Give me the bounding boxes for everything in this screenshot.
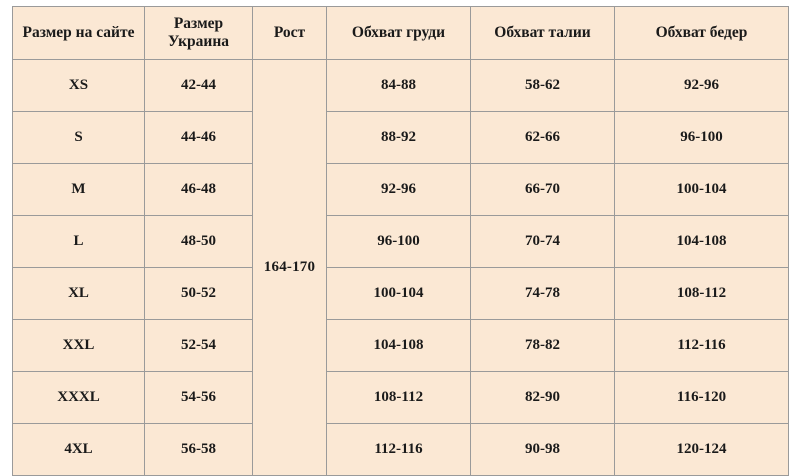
cell-hips: 116-120 [615, 372, 789, 424]
cell-ua-size: 50-52 [145, 268, 253, 320]
table-row [13, 216, 789, 268]
cell-ua-size: 42-44 [145, 60, 253, 112]
cell-waist: 90-98 [471, 424, 615, 476]
cell-height-range: 164-170 [253, 60, 327, 476]
cell-site-size: XS [13, 60, 145, 112]
cell-waist: 78-82 [471, 320, 615, 372]
cell-ua-size: 44-46 [145, 112, 253, 164]
size-chart-table [12, 6, 789, 476]
cell-ua-size: 56-58 [145, 424, 253, 476]
cell-chest: 88-92 [327, 112, 471, 164]
cell-chest: 104-108 [327, 320, 471, 372]
table-row [13, 112, 789, 164]
cell-waist: 58-62 [471, 60, 615, 112]
table-row [13, 320, 789, 372]
cell-hips: 104-108 [615, 216, 789, 268]
table-row [13, 164, 789, 216]
cell-site-size: XXXL [13, 372, 145, 424]
cell-waist: 82-90 [471, 372, 615, 424]
cell-chest: 108-112 [327, 372, 471, 424]
cell-site-size: XXL [13, 320, 145, 372]
cell-ua-size: 52-54 [145, 320, 253, 372]
table-row [13, 424, 789, 476]
cell-hips: 100-104 [615, 164, 789, 216]
cell-site-size: XL [13, 268, 145, 320]
table-row [13, 60, 789, 112]
column-header-chest: Обхват груди [327, 7, 471, 60]
table-row [13, 268, 789, 320]
cell-ua-size: 48-50 [145, 216, 253, 268]
cell-hips: 92-96 [615, 60, 789, 112]
table-header [13, 7, 789, 60]
cell-site-size: L [13, 216, 145, 268]
header-row [13, 7, 789, 60]
cell-chest: 96-100 [327, 216, 471, 268]
cell-site-size: S [13, 112, 145, 164]
cell-chest: 112-116 [327, 424, 471, 476]
cell-waist: 74-78 [471, 268, 615, 320]
cell-waist: 66-70 [471, 164, 615, 216]
cell-ua-size: 46-48 [145, 164, 253, 216]
cell-waist: 70-74 [471, 216, 615, 268]
cell-ua-size: 54-56 [145, 372, 253, 424]
column-header-waist: Обхват талии [471, 7, 615, 60]
column-header-hips: Обхват бедер [615, 7, 789, 60]
cell-chest: 100-104 [327, 268, 471, 320]
table-row [13, 372, 789, 424]
table-body [13, 60, 789, 476]
cell-hips: 108-112 [615, 268, 789, 320]
column-header-site-size: Размер на сайте [13, 7, 145, 60]
cell-hips: 112-116 [615, 320, 789, 372]
cell-hips: 96-100 [615, 112, 789, 164]
cell-chest: 92-96 [327, 164, 471, 216]
cell-site-size: 4XL [13, 424, 145, 476]
cell-chest: 84-88 [327, 60, 471, 112]
column-header-height: Рост [253, 7, 327, 60]
column-header-ua-size: Размер Украина [145, 7, 253, 60]
cell-site-size: M [13, 164, 145, 216]
cell-hips: 120-124 [615, 424, 789, 476]
cell-waist: 62-66 [471, 112, 615, 164]
